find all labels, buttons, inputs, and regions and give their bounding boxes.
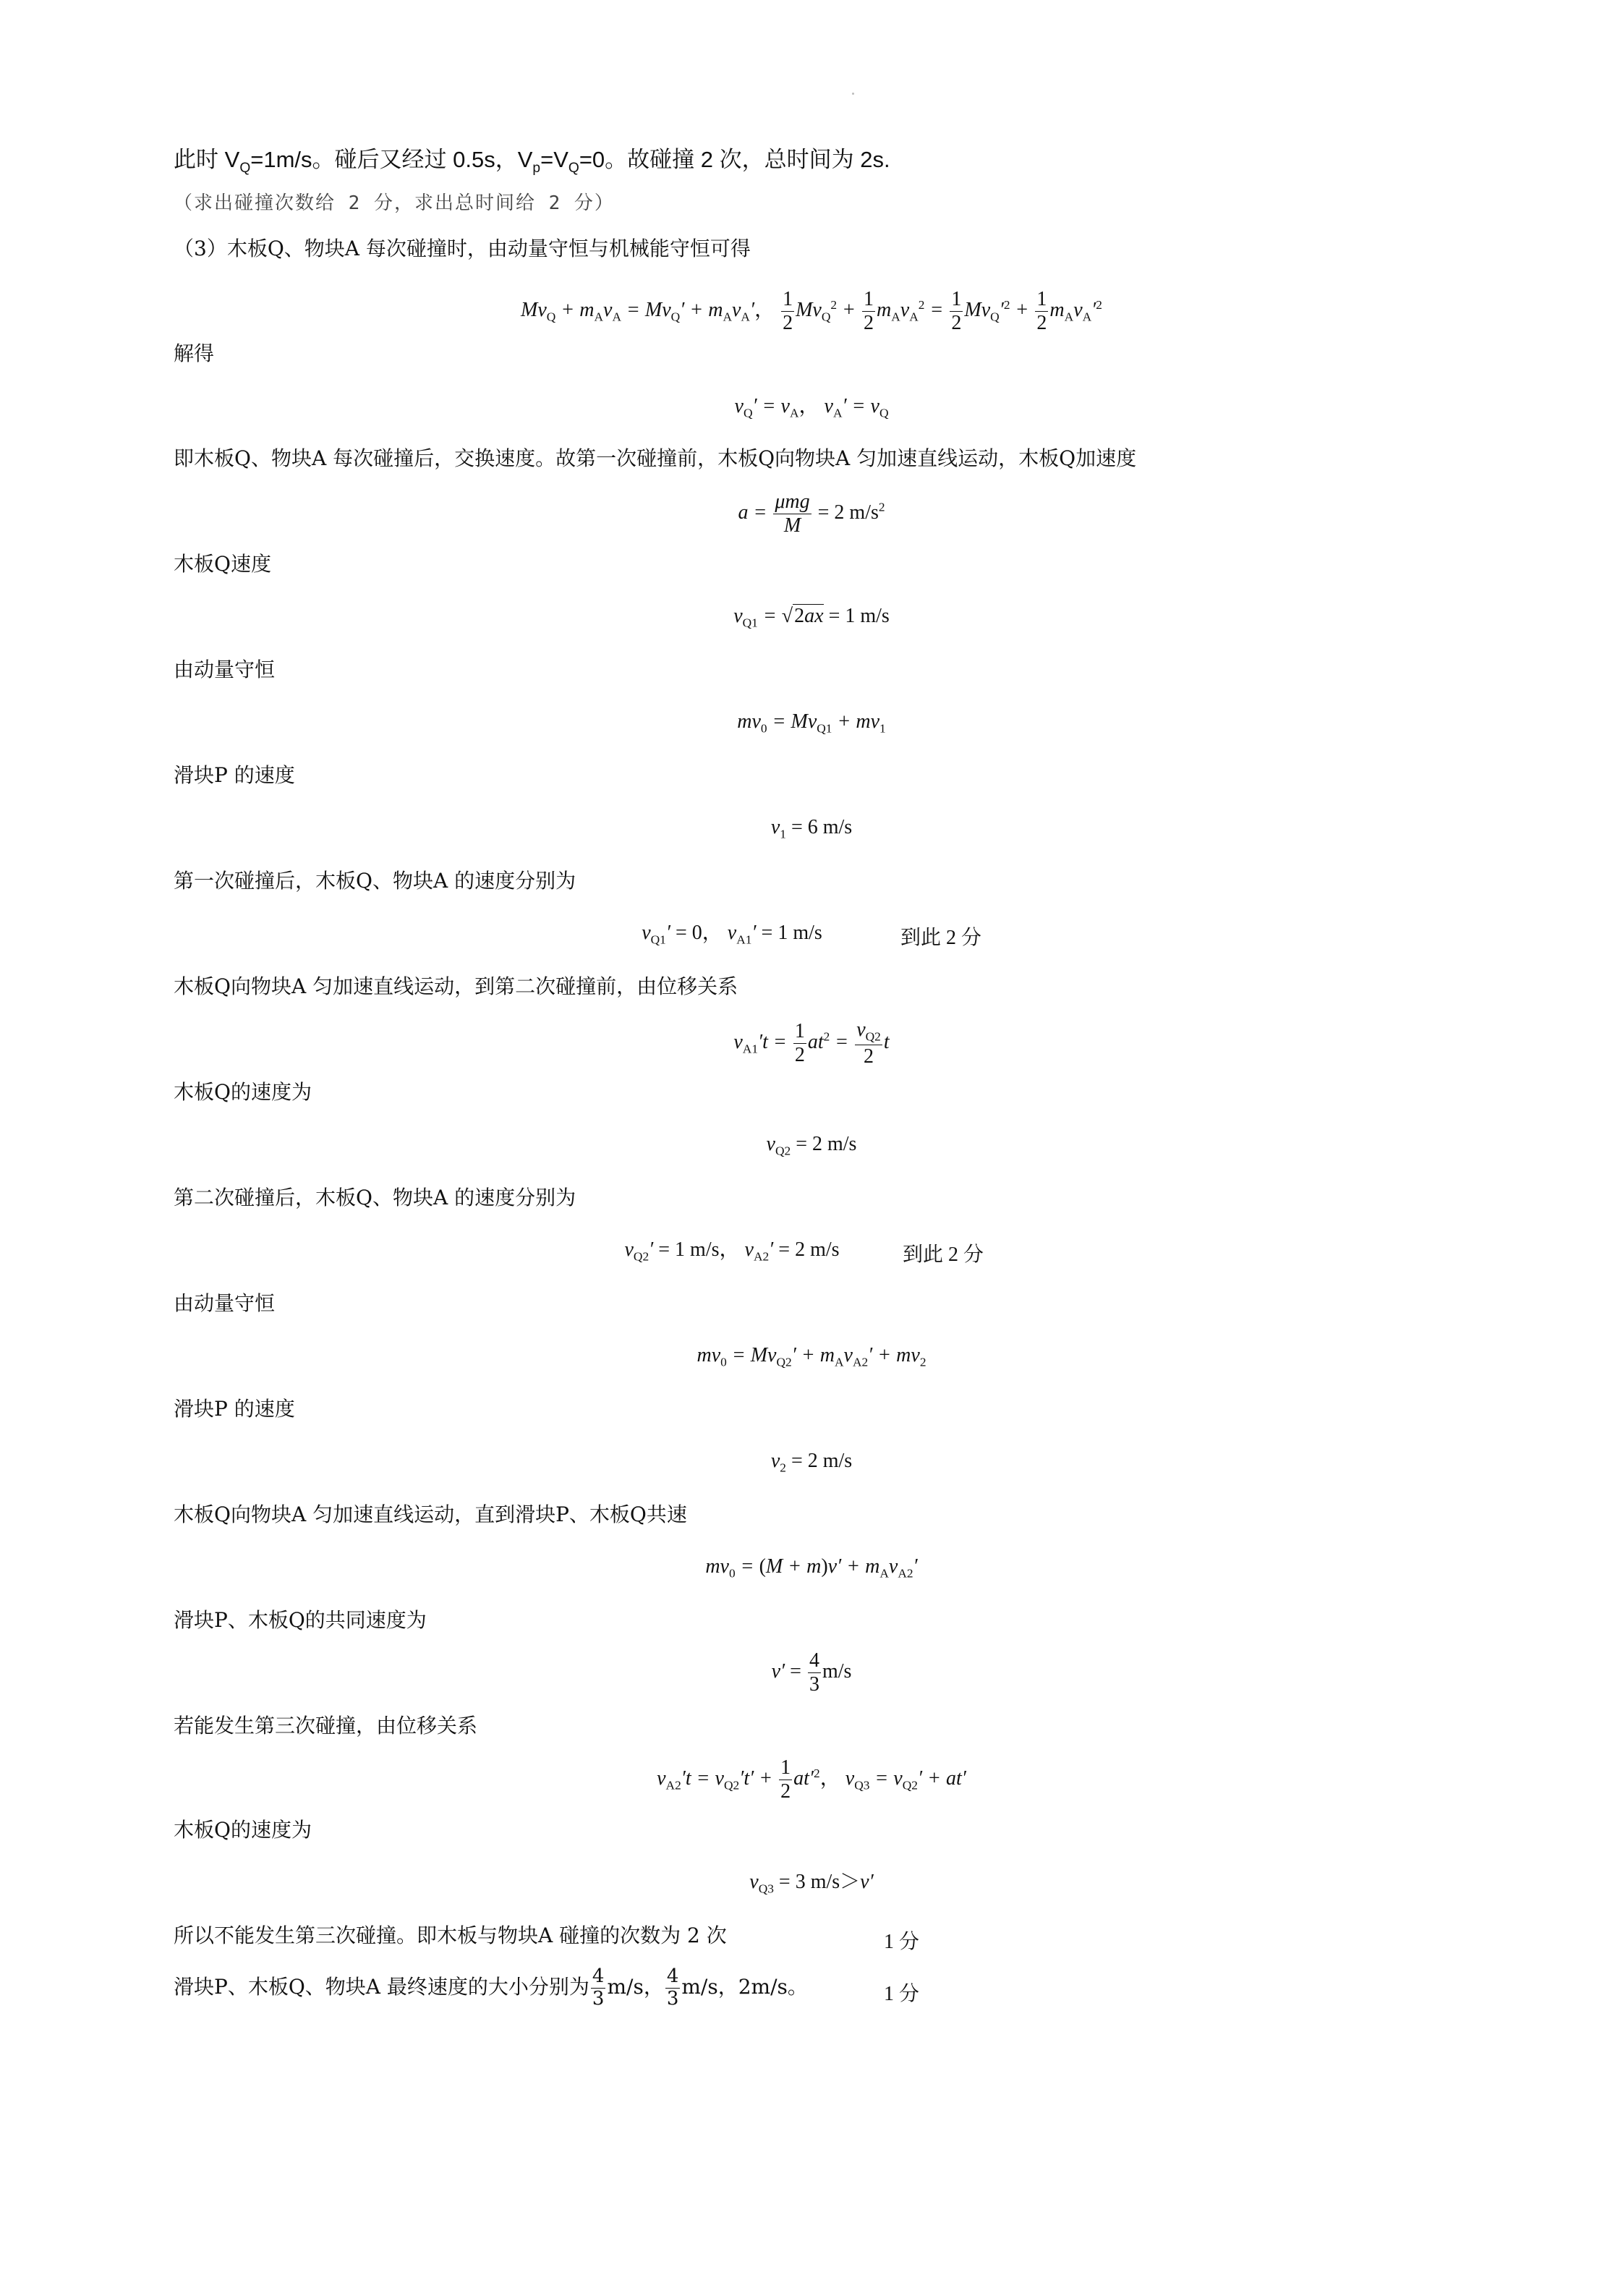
equation-vq2: $v_{Q2} = 2$ m/s [766,1133,857,1158]
grading-note: （求出碰撞次数给 2 分，求出总时间给 2 分） [174,192,615,214]
equation-displacement-2: $v_{A2}'t = v_{Q2}'t'$ + $\frac{1}{2}$ $at'^2$， $v_{Q3} = v_{Q2}' + at'$ [657,1756,966,1803]
denominator: 3 [666,1987,679,2010]
score-mark-2: 到此 2 分 [903,1243,984,1266]
solve-label: 解得 [174,341,215,365]
subscript: Q [568,161,579,177]
score-mark-1: 到此 2 分 [900,927,982,949]
equation-v-common: v′ = $\frac{4}{3}$ m/s [771,1649,852,1696]
equation-vq1: $v_{Q1} = √2ax = 1$ m/s [733,605,890,630]
fraction [591,1966,606,2010]
text: =0。故碰撞 2 次，总时间为 2s. [579,147,890,172]
equation-vq3: $v_{Q3} = 3$ m/s＞v′ [749,1871,874,1896]
part3-intro: （3）木板Q、物块A 每次碰撞时，由动量守恒与机械能守恒可得 [174,237,751,260]
text: 滑块P、木板Q、物块A 最终速度的大小分别为 [174,1974,589,1999]
equation-after-first-collision: $v_{Q1}' = 0$， $v_{A1}' = 1$ m/s [642,922,822,947]
common-velocity-label: 滑块P、木板Q的共同速度为 [174,1608,427,1632]
board-velocity-label-2: 木板Q的速度为 [174,1080,312,1104]
displacement-text-1: 木板Q向物块A 匀加速直线运动，到第二次碰撞前，由位移关系 [174,974,738,998]
final-velocities [174,1966,808,2010]
exchange-text: 即木板Q、物块A 每次碰撞后，交换速度。故第一次碰撞前，木板Q向物块A 匀加速直线运动，木板Q加速度 [174,446,1137,470]
board-velocity-label-3: 木板Q的速度为 [174,1818,312,1842]
numerator: 4 [592,1965,605,1987]
score-mark-4: 1 分 [884,1983,920,2005]
slider-velocity-label-1: 滑块P 的速度 [174,763,295,787]
denominator: 3 [592,1987,605,2010]
momentum-label-2: 由动量守恒 [174,1291,276,1315]
equation-v2: $v_2 = 2$ m/s [770,1450,853,1475]
third-collision-text: 若能发生第三次碰撞，由位移关系 [174,1714,478,1738]
text: =V [540,147,568,172]
board-velocity-label: 木板Q速度 [174,552,271,576]
equation-displacement-1: $v_{A1}'t$ = $\frac{1}{2}$ $at^2$ = $\frac{v_{Q2}}{2}$ t [733,1019,890,1068]
equation-momentum-3: $mv_0 = (M + m)v' + m_Av_{A2}'$ [705,1555,918,1581]
momentum-label-1: 由动量守恒 [174,658,276,681]
score-mark-3: 1 分 [884,1931,920,1953]
common-velocity-text: 木板Q向物块A 匀加速直线运动，直到滑块P、木板Q共速 [174,1502,687,1526]
text: =1m/s。碰后又经过 0.5s，V [250,147,533,172]
equation-after-second-collision: $v_{Q2}' = 1$ m/s， $v_{A2}' = 2$ m/s [624,1238,840,1264]
result-line [174,148,890,175]
text: m/s，2m/s。 [681,1974,808,1999]
second-collision-text: 第二次碰撞后，木板Q、物块A 的速度分别为 [174,1186,576,1209]
fraction [665,1966,681,2010]
text: 此时 [174,147,225,172]
equation-acceleration: a = $\frac{\text{μmg}}{M}$ = 2 $m/s^2$ [738,490,885,537]
text: V [224,147,240,172]
equation-velocity-exchange: $v_Q' = v_A$， $v_A' = v_Q$ [734,395,889,420]
subscript: Q [239,161,251,177]
numerator: 4 [666,1965,679,1987]
equation-v1: $v_1 = 6$ m/s [770,816,853,841]
scan-speck [852,93,854,95]
equation-momentum-2: $mv_0 = Mv_{Q2}' + m_Av_{A2}' + mv_2$ [697,1344,926,1369]
slider-velocity-label-2: 滑块P 的速度 [174,1397,295,1421]
equation-collision-conservation: $Mv_Q + m_Av_A = Mv_Q' + m_Av_A'$， $\frac{1}{2}$ $Mv_Q^2$ + $\frac{1}{2}$ $m_Av_A^2$ = $\frac{1}{2}$ $Mv_Q'^2$ + $\frac{1}{2}$ $m_Av_A'^2$ [521,288,1102,335]
subscript: p [532,161,541,177]
equation-momentum-1: $mv_0 = Mv_{Q1} + mv_1$ [737,710,886,736]
text: m/s， [607,1974,664,1999]
first-collision-text: 第一次碰撞后，木板Q、物块A 的速度分别为 [174,869,576,893]
conclusion-collisions: 所以不能发生第三次碰撞。即木板与物块A 碰撞的次数为 2 次 [174,1923,727,1947]
